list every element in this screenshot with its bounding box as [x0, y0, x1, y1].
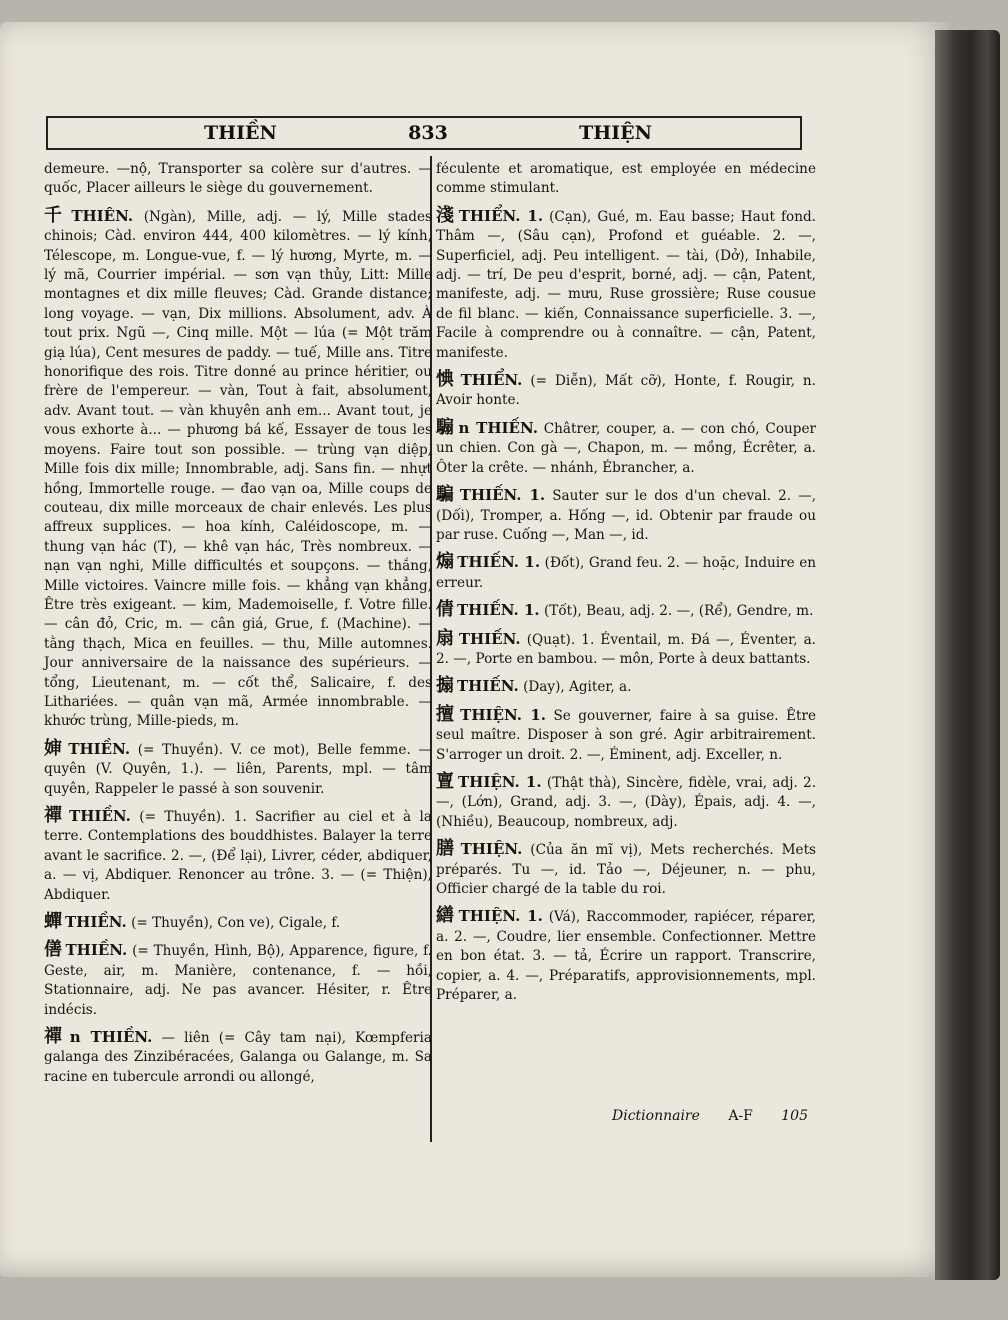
dictionary-entry — [436, 160, 816, 199]
entry-definition: (Day), Agiter, a. — [523, 679, 632, 696]
dictionary-entry — [44, 1027, 432, 1087]
entry-definition: (Vá), Raccommoder, rapiécer, réparer, a. 2. —, Coudre, lier ensemble. Confectionner. Mettre en bon état. 3. — tả, Écrire un rapport. Transcrire, copier, a. 4. —, Préparatifs, approvisionnements, mpl. Préparer, a. — [436, 909, 816, 1004]
entry-character: 搧 — [436, 675, 454, 697]
dictionary-entry — [436, 676, 816, 697]
entry-character: 婶 — [44, 737, 66, 759]
dictionary-entry — [44, 739, 432, 799]
entry-definition: (= Thuyền, Hình, Bộ), Apparence, figure, f. Geste, air, m. Manière, contenance, f. — hồi, Stationnaire, adj. Ne pas avancer. Hésiter, r. Être indécis. — [44, 943, 433, 1018]
page-footer — [612, 1108, 808, 1124]
dictionary-entry — [44, 806, 432, 905]
entry-definition: (Đốt), Grand feu. 2. — hoặc, Induire en erreur. — [436, 555, 817, 591]
dictionary-entry — [436, 485, 816, 545]
entry-headword: THIỂN. — [460, 371, 523, 390]
entry-definition: demeure. —nộ, Transporter sa colère sur d'autres. — quốc, Placer ailleurs le siège du gouvernement. — [44, 161, 432, 197]
entry-character: 禪 — [44, 1026, 67, 1048]
header-left-word: THIỀN — [204, 122, 277, 144]
entry-character: 禪 — [44, 805, 67, 826]
entry-character: 膳 — [436, 838, 458, 860]
dictionary-entry — [436, 552, 816, 593]
entry-character: 千 — [44, 204, 69, 226]
entry-definition: (Thật thà), Sincère, fidèle, vrai, adj. 2. —, (Lớn), Grand, adj. 3. —, (Dày), Épais, adj. 4. —, (Nhiều), Beaucoup, nombreux, adj. — [436, 774, 817, 830]
entry-character: 扇 — [436, 627, 456, 649]
entry-character: 亶 — [436, 770, 455, 792]
entry-character: 繕 — [436, 905, 456, 927]
entry-headword: THIỂN. 1. — [458, 206, 544, 225]
entry-headword: n THIẾN. — [458, 418, 538, 437]
entry-headword: THIẾN. — [457, 677, 519, 696]
footer-label: Dictionnaire — [612, 1108, 700, 1124]
entry-headword: THIẾN. 1. — [457, 601, 540, 620]
entry-definition: (Ngàn), Mille, adj. — lý, Mille stades chinois; Càd. environ 444, 400 kilomètres. — lý kính, Télescope, m. Longue-vue, f. — lý hương, Myrte, m. — lý mã, Courrier impérial. — sơn vạn thủy, Litt: Mille montagnes et dix mille fleuves; Càd. Grande distance; long voyage. — vạn, Dix millions. Absolument, adv. À tout prix. Ngũ —, Cinq mille. Một — lúa (= Một trăm giạ lúa), Cent mesures de paddy. — tuế, Mille ans. Titre honorifique des rois. Titre donné au prince héritier, ou frère de l'empereur. — vàn, Tout à fait, absolument, adv. Avant tout. — vàn khuyên anh em... Avant tout, je vous exhorte à... — phương bá kế, Essayer de tous les moyens. Faire tout son possible. — trùng vạn diệp, Mille fois dix mille; Innombrable, adj. Sans fin. — nhựt hồng, Immortelle rouge. — đao vạn oa, Mille coups de couteau, dix mille morceaux de chair enlevés. Les plus affreux supplices. — hoa kính, Caléidoscope, m. — thung vạn hác (T), — khê vạn hác, Très nombreux. — nạn vạn nghi, Mille difficultés et soupçons. — thắng, Mille victoires. Vaincre mille fois. — khẳng vạn khẳng, Être très exigeant. — kim, Mademoiselle, f. Votre fille. — cân đỏ, Cric, m. — cân giá, Grue, f. (Machine). — tằng thạch, Mica en feuilles. — thu, Mille automnes. Jour anniversaire de la naissance des supérieurs. — tổng, Lieutenant, m. — cốt thể, Salicaire, f. des Lithariées. — quân vạn mã, Armée innombrable. — khước trùng, Mille-pieds, m. — [44, 208, 433, 730]
dictionary-entry — [436, 772, 816, 832]
dictionary-entry — [436, 705, 816, 765]
entry-character: 蟬 — [44, 911, 62, 933]
entry-definition: féculente et aromatique, est employée en médecine comme stimulant. — [436, 161, 816, 197]
left-column — [44, 160, 432, 1087]
dictionary-entry — [436, 206, 816, 363]
entry-definition: Se gouverner, faire à sa guise. Être seul maître. Disposer à son gré. Agir arbitrairement. S'arroger un droit. 2. —, Éminent, adj. Exceller, n. — [436, 707, 817, 763]
entry-headword: THIỀN. — [69, 807, 131, 825]
entry-character: 騙 — [436, 484, 457, 506]
entry-headword: THIỀN. — [65, 941, 128, 960]
entry-headword: THIẾN. 1. — [459, 486, 546, 505]
entry-headword: THIỆN. 1. — [457, 772, 542, 791]
entry-headword: n THIỀN. — [69, 1028, 153, 1047]
entry-headword: THIỆN. 1. — [460, 705, 546, 724]
entry-character: 倩 — [436, 599, 454, 621]
dictionary-entry — [436, 629, 816, 670]
header-right-word: THIỆN — [579, 122, 652, 144]
entry-character: 㥏 — [436, 369, 458, 391]
dictionary-entry — [44, 206, 432, 732]
dictionary-entry — [436, 906, 816, 1005]
entry-character: 淺 — [436, 204, 456, 226]
running-header — [46, 116, 802, 150]
entry-definition: (Quạt). 1. Éventail, m. Đá —, Éventer, a. 2. —, Porte en bambou. — môn, Porte à deux battants. — [436, 631, 816, 667]
entry-character: 僐 — [44, 939, 63, 961]
entry-character: 騸 — [436, 416, 456, 438]
entry-definition: (= Thuyền), Con ve), Cigale, f. — [131, 915, 341, 932]
entry-headword: THIỀN. — [65, 913, 127, 932]
entry-definition: Châtrer, couper, a. — con chó, Couper un chien. Con gà —, Chapon, m. — mồng, Écrêter, a. Ôter la crête. — nhánh, Ébrancher, a. — [436, 420, 817, 476]
entry-character: 煽 — [436, 551, 455, 573]
entry-definition: (= Thuyền). V. ce mot), Belle femme. — quyên (V. Quyên, 1.). — liên, Parents, mpl. — tâm quyên, Rappeler le passé à son souvenir. — [44, 741, 432, 797]
entry-headword: THIỀN. — [68, 739, 131, 758]
entry-headword: THIỆN. — [460, 840, 523, 859]
entry-definition: (= Thuyền). 1. Sacrifier au ciel et à la terre. Contemplations des bouddhistes. Balayer la terre avant le sacrifice. 2. —, (Để lại), Livrer, céder, abdiquer, a. — vị, Abdiquer. Renoncer au trône. 3. — (= Thiện), Abdiquer. — [44, 809, 432, 903]
book-binding — [935, 30, 1000, 1280]
entry-headword: THIÊN. — [71, 206, 134, 225]
dictionary-entry — [44, 912, 432, 933]
entry-definition: (Cạn), Gué, m. Eau basse; Haut fond. Thâm —, (Sâu cạn), Profond et guéable. 2. —, Superficiel, adj. Peu intelligent. — tài, (Dở), Inhabile, adj. — trí, De peu d'esprit, borné, adj. — cận, Patent, manifeste, adj. — mưu, Ruse grossière; Ruse cousue de fil blanc. — kiến, Connaissance superficielle. 3. —, Facile à comprendre ou à connaître. — cận, Patent, manifeste. — [436, 208, 817, 361]
footer-sheet: 105 — [781, 1108, 808, 1124]
entry-definition: (Của ăn mĩ vị), Mets recherchés. Mets préparés. Tu —, id. Tảo —, Déjeuner, n. — phu, Officier chargé de la table du roi. — [436, 842, 817, 897]
entry-headword: THIỆN. 1. — [458, 907, 543, 926]
entry-headword: THIẾN. 1. — [457, 553, 541, 572]
entry-definition: (= Diễn), Mất cỡ), Honte, f. Rougir, n. Avoir honte. — [436, 373, 817, 409]
dictionary-entry — [44, 940, 432, 1020]
dictionary-entry — [436, 370, 816, 411]
dictionary-entry — [44, 160, 432, 199]
dictionary-entry — [436, 839, 816, 899]
entry-definition: Sauter sur le dos d'un cheval. 2. —, (Dối), Tromper, a. Hống —, id. Obtenir par fraude ou par ruse. Cuống —, Man —, id. — [436, 488, 817, 543]
entry-definition: — liên (= Cây tam nại), Kœmpferia galanga des Zinzibéracées, Galanga ou Galange, m. Sa racine en tubercule arrondi ou allongé, — [44, 1030, 432, 1085]
entry-headword: THIẾN. — [458, 629, 521, 648]
right-column — [436, 160, 816, 1005]
page-number: 833 — [408, 122, 448, 144]
dictionary-entry — [436, 600, 816, 621]
footer-series: A-F — [728, 1108, 753, 1124]
entry-character: 擅 — [436, 703, 458, 725]
entry-definition: (Tốt), Beau, adj. 2. —, (Rể), Gendre, m. — [543, 603, 814, 620]
dictionary-entry — [436, 418, 816, 478]
